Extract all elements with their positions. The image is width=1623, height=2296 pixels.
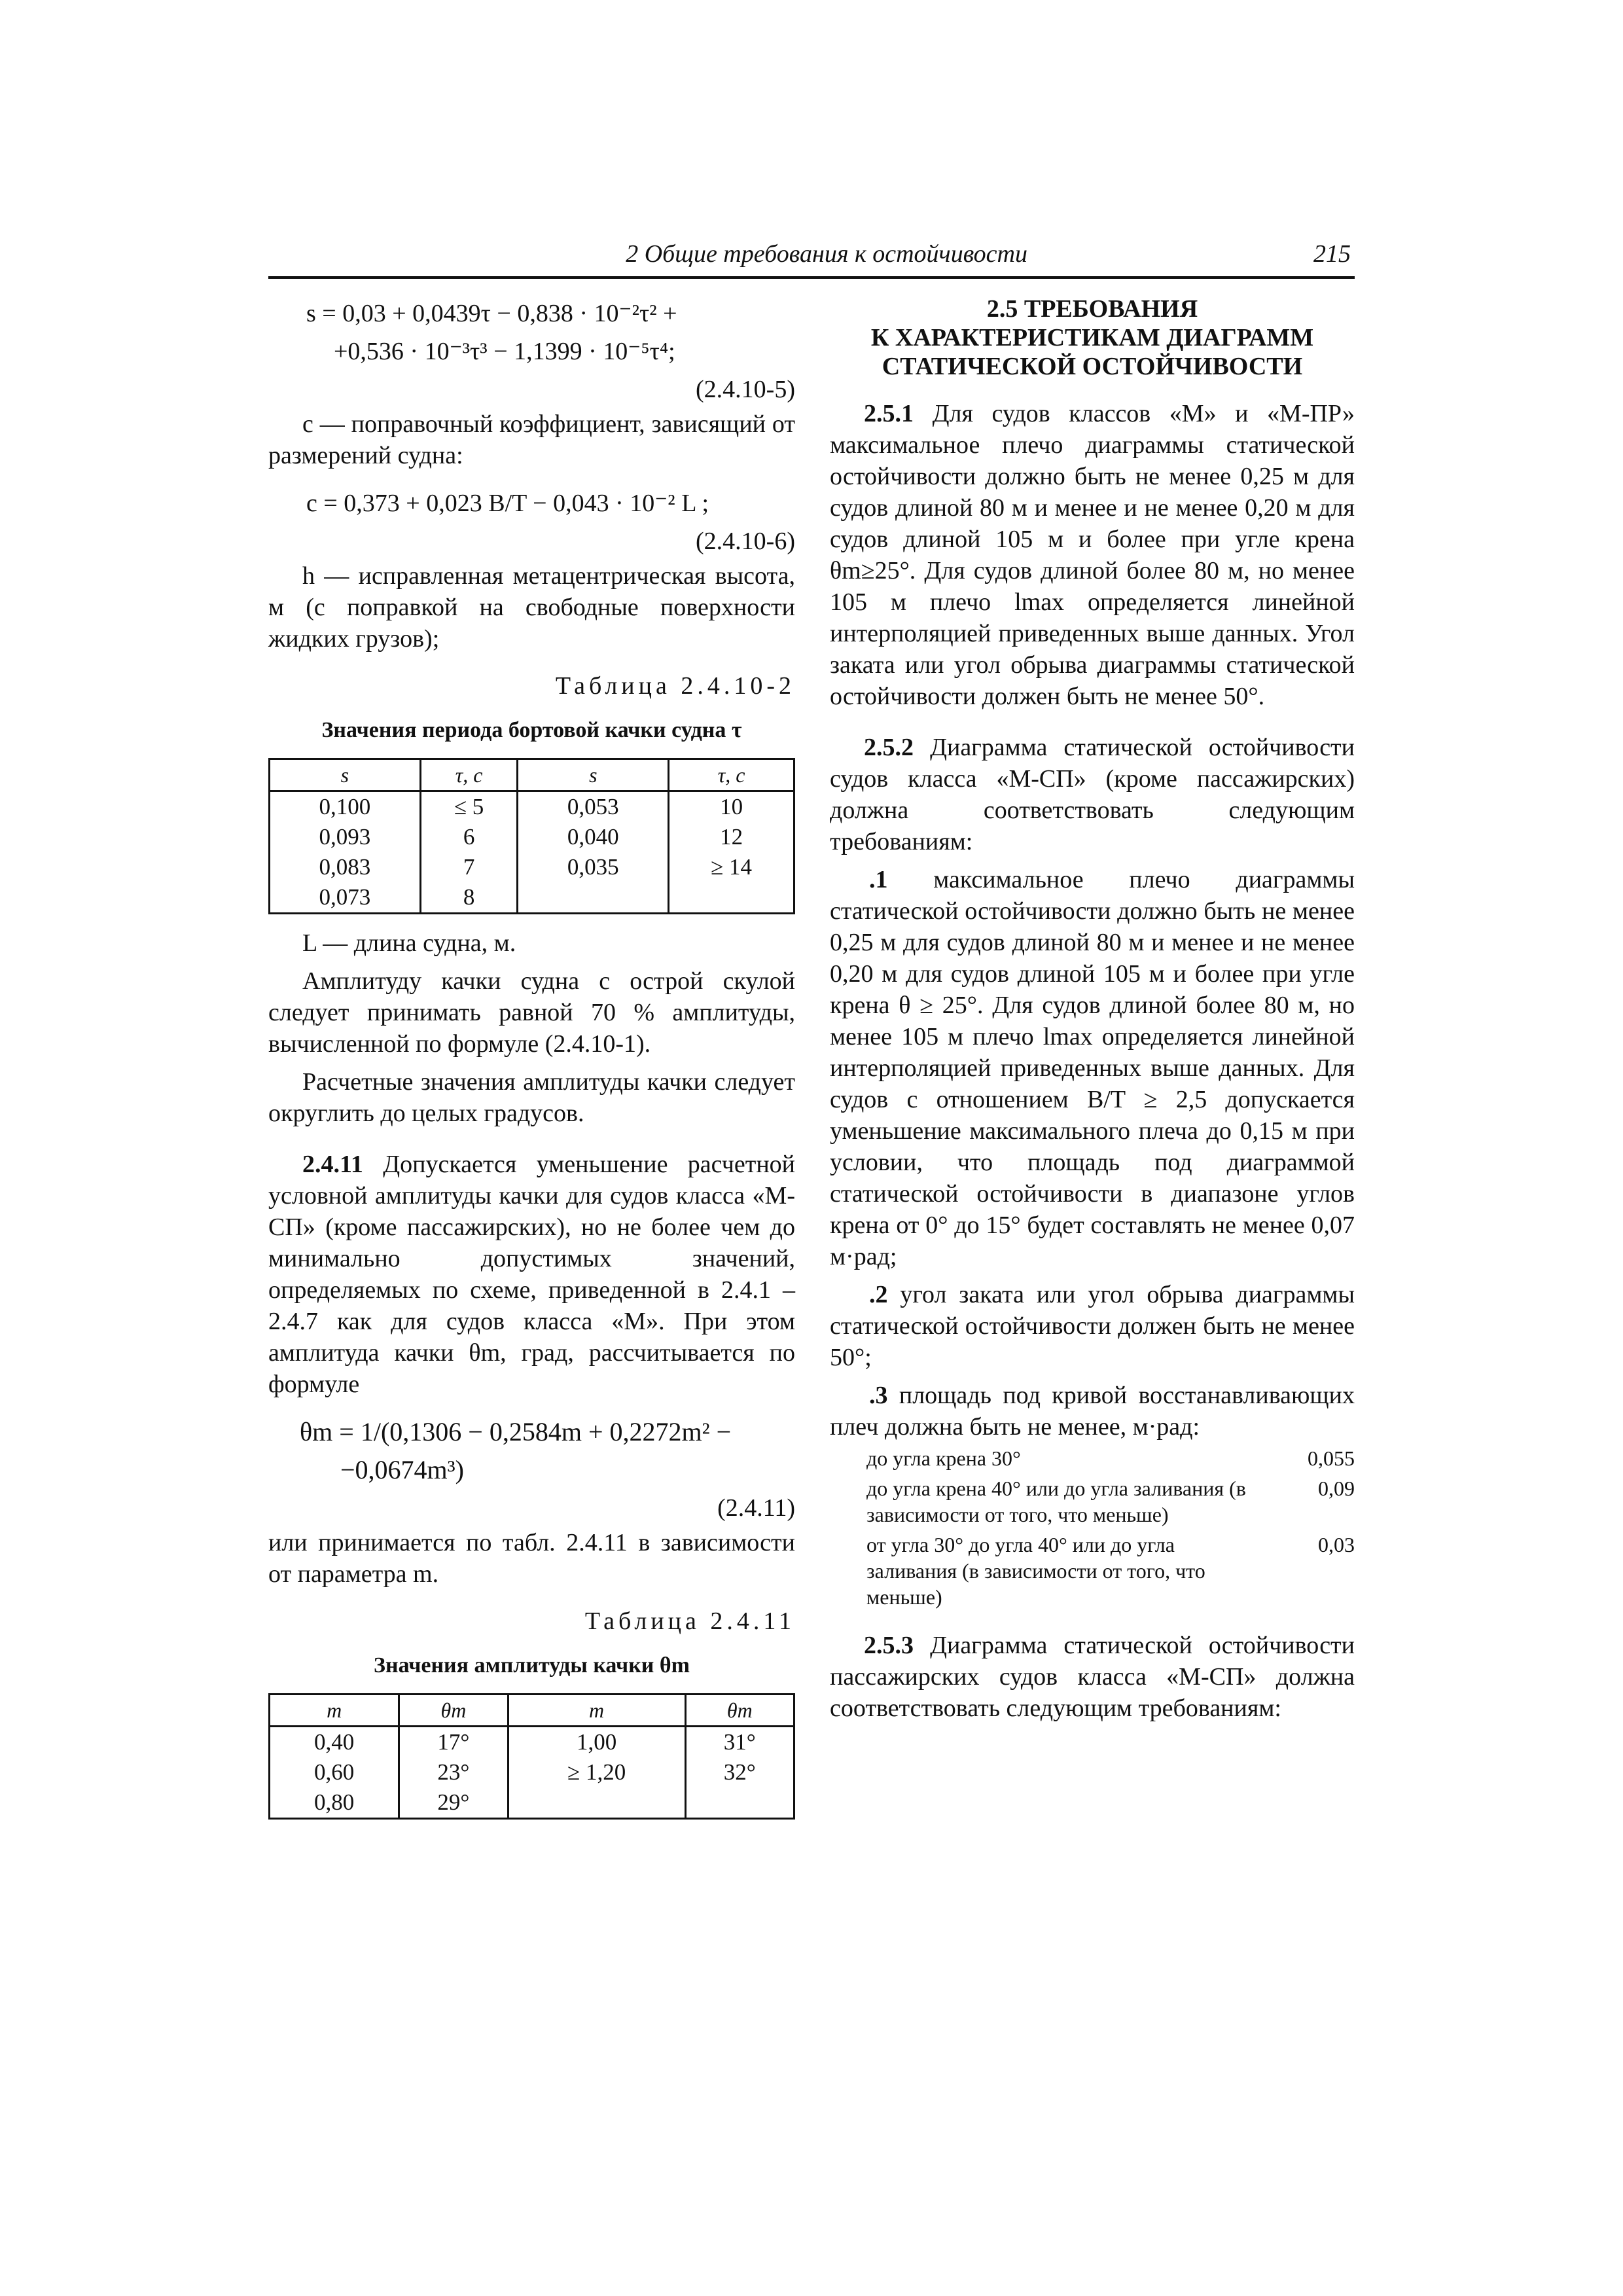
table-row <box>270 1727 794 1758</box>
table-header-row <box>270 759 794 791</box>
table-cell <box>669 882 794 914</box>
table-cell: 1,00 <box>508 1727 685 1758</box>
running-title: 2 Общие требования к остойчивости <box>626 240 1027 268</box>
area-row <box>866 1445 1355 1471</box>
table-cell <box>508 1787 685 1819</box>
clause-2-5-2 <box>830 732 1355 857</box>
table-cell: 17° <box>399 1727 508 1758</box>
column-header: s <box>270 759 421 791</box>
table-cell: ≥ 1,20 <box>508 1757 685 1787</box>
column-header: θm <box>685 1695 794 1727</box>
clause-text: Диаграмма статической остойчивости пассажирских судов класса «М-СП» должна соответствовать следующим требованиям: <box>830 1632 1355 1722</box>
table-cell: ≤ 5 <box>420 791 518 823</box>
clause-2-4-11 <box>268 1149 795 1400</box>
amplitude-table <box>268 1693 795 1820</box>
clause-2-5-1 <box>830 398 1355 712</box>
column-header: τ, с <box>669 759 794 791</box>
area-row <box>866 1475 1355 1528</box>
table-cell: 0,040 <box>518 822 669 852</box>
table-cell: 0,035 <box>518 852 669 882</box>
item-text: площадь под кривой восстанавливающих плеч должна быть не менее, м·рад: <box>830 1382 1355 1441</box>
area-value: 0,03 <box>1318 1533 1355 1556</box>
area-label: от угла 30° до угла 40° или до угла заливания (в зависимости от того, что меньше) <box>866 1533 1205 1609</box>
page-header <box>268 237 1355 279</box>
column-header: m <box>270 1695 399 1727</box>
table-cell: 10 <box>669 791 794 823</box>
table-cell: 7 <box>420 852 518 882</box>
section-title-line: 2.5 ТРЕБОВАНИЯ <box>986 295 1198 323</box>
formula-2-4-10-6 <box>268 484 795 560</box>
table-row <box>270 1787 794 1819</box>
formula-number: (2.4.11) <box>717 1494 795 1522</box>
formula-line: +0,536 · 10⁻³τ³ − 1,1399 · 10⁻⁵τ⁴; <box>334 338 675 365</box>
paragraph: Расчетные значения амплитуды качки следует округлить до целых градусов. <box>268 1068 795 1127</box>
table-row <box>270 852 794 882</box>
paragraph: или принимается по табл. 2.4.11 в зависимости от параметра m. <box>268 1529 795 1588</box>
formula-line: c = 0,373 + 0,023 B/T − 0,043 · 10⁻² L ; <box>306 490 709 517</box>
section-title <box>830 295 1355 381</box>
definition-h: h — исправленная метацентрическая высота, м (с поправкой на свободные поверхности жидких грузов); <box>268 562 795 653</box>
table-caption: Таблица 2.4.11 <box>584 1607 795 1635</box>
table-cell: 0,093 <box>270 822 421 852</box>
table-row <box>270 1757 794 1787</box>
area-value: 0,09 <box>1318 1477 1355 1500</box>
table-row <box>270 791 794 823</box>
table-cell: 29° <box>399 1787 508 1819</box>
column-header: τ, с <box>420 759 518 791</box>
item-text: угол заката или угол обрыва диаграммы статической остойчивости должен быть не менее 50°; <box>830 1281 1355 1371</box>
section-title-line: К ХАРАКТЕРИСТИКАМ ДИАГРАММ <box>870 324 1314 351</box>
area-requirements <box>866 1445 1355 1610</box>
column-header: s <box>518 759 669 791</box>
clause-number: 2.5.3 <box>864 1632 914 1659</box>
clause-number: 2.4.11 <box>302 1151 363 1178</box>
table-title: Значения периода бортовой качки судна τ <box>321 718 742 742</box>
table-cell: 0,100 <box>270 791 421 823</box>
formula-line: θm = 1/(0,1306 − 0,2584m + 0,2272m² − <box>300 1417 732 1446</box>
table-cell: 0,053 <box>518 791 669 823</box>
column-header: θm <box>399 1695 508 1727</box>
item-number: .3 <box>869 1382 888 1409</box>
table-title: Значения амплитуды качки θm <box>374 1653 690 1677</box>
area-row <box>866 1532 1355 1610</box>
definition-c: c — поправочный коэффициент, зависящий от размерений судна: <box>268 410 795 469</box>
clause-2-5-3 <box>830 1630 1355 1724</box>
period-table <box>268 758 795 914</box>
table-cell: 23° <box>399 1757 508 1787</box>
formula-line: s = 0,03 + 0,0439τ − 0,838 · 10⁻²τ² + <box>306 300 677 327</box>
table-cell: 0,80 <box>270 1787 399 1819</box>
left-column <box>268 295 795 1820</box>
list-item-1 <box>830 864 1355 1272</box>
table-row <box>270 882 794 914</box>
table-header-row <box>270 1695 794 1727</box>
table-cell: 0,083 <box>270 852 421 882</box>
area-label: до угла крена 30° <box>866 1446 1021 1470</box>
right-column <box>830 295 1355 1724</box>
table-cell: 0,073 <box>270 882 421 914</box>
formula-number: (2.4.10-6) <box>696 528 795 555</box>
section-title-line: СТАТИЧЕСКОЙ ОСТОЙЧИВОСТИ <box>882 353 1303 380</box>
table-cell: 32° <box>685 1757 794 1787</box>
table-cell <box>518 882 669 914</box>
clause-text: Диаграмма статической остойчивости судов класса «М-СП» (кроме пассажирских) должна соответствовать следующим требованиям: <box>830 734 1355 855</box>
list-item-3 <box>830 1380 1355 1443</box>
table-cell: 0,60 <box>270 1757 399 1787</box>
formula-line: −0,0674m³) <box>340 1455 464 1484</box>
clause-text: Допускается уменьшение расчетной условной амплитуды качки для судов класса «М-СП» (кроме пассажирских), но не более чем до минимально допустимых значений, определяемых по схеме, приведенной в 2.4.1 – 2.4.7 как для судов класса «М». При этом амплитуда качки θm, град, рассчитывается по формуле <box>268 1151 795 1398</box>
table-cell: 12 <box>669 822 794 852</box>
list-item-2 <box>830 1279 1355 1373</box>
clause-number: 2.5.2 <box>864 734 914 761</box>
area-label: до угла крена 40° или до угла заливания (в зависимости от того, что меньше) <box>866 1477 1246 1526</box>
item-number: .1 <box>869 866 888 893</box>
formula-number: (2.4.10-5) <box>696 376 795 403</box>
table-cell: 31° <box>685 1727 794 1758</box>
table-row <box>270 822 794 852</box>
formula-2-4-11 <box>268 1413 795 1527</box>
item-number: .2 <box>869 1281 888 1308</box>
table-cell: 6 <box>420 822 518 852</box>
table-caption: Таблица 2.4.10-2 <box>555 672 795 700</box>
table-cell <box>685 1787 794 1819</box>
clause-text: Для судов классов «М» и «М-ПР» максимальное плечо диаграммы статической остойчивости должно быть не менее 0,25 м для судов длиной 80 м и менее и не менее 0,20 м для судов длиной 105 м и более при угле крена θm≥25°. Для судов длиной более 80 м, но менее 105 м плечо lmax определяется линейной интерполяцией приведенных выше данных. Угол заката или угол обрыва диаграммы статической остойчивости должен быть не менее 50°. <box>830 400 1355 710</box>
definition-L: L — длина судна, м. <box>302 929 516 957</box>
paragraph: Амплитуду качки судна с острой скулой следует принимать равной 70 % амплитуды, вычисленной по формуле (2.4.10-1). <box>268 967 795 1058</box>
table-cell: ≥ 14 <box>669 852 794 882</box>
page-number: 215 <box>1313 240 1351 268</box>
table-cell: 8 <box>420 882 518 914</box>
clause-number: 2.5.1 <box>864 400 914 427</box>
item-text: максимальное плечо диаграммы статической остойчивости должно быть не менее 0,25 м для судов длиной 80 м и менее и не менее 0,20 м для судов длиной 105 м и более при угле крена θ ≥ 25°. Для судов длиной более 80 м, но менее 105 м плечо lmax определяется линейной интерполяцией приведенных выше данных. Для судов с отношением B/T ≥ 2,5 допускается уменьшение максимального плеча до 0,15 м при условии, что площадь под диаграммой статической остойчивости в диапазоне углов крена от 0° до 15° будет составлять не менее 0,07 м·рад; <box>830 866 1355 1270</box>
formula-2-4-10-5 <box>268 295 795 408</box>
area-value: 0,055 <box>1308 1446 1355 1470</box>
table-cell: 0,40 <box>270 1727 399 1758</box>
column-header: m <box>508 1695 685 1727</box>
